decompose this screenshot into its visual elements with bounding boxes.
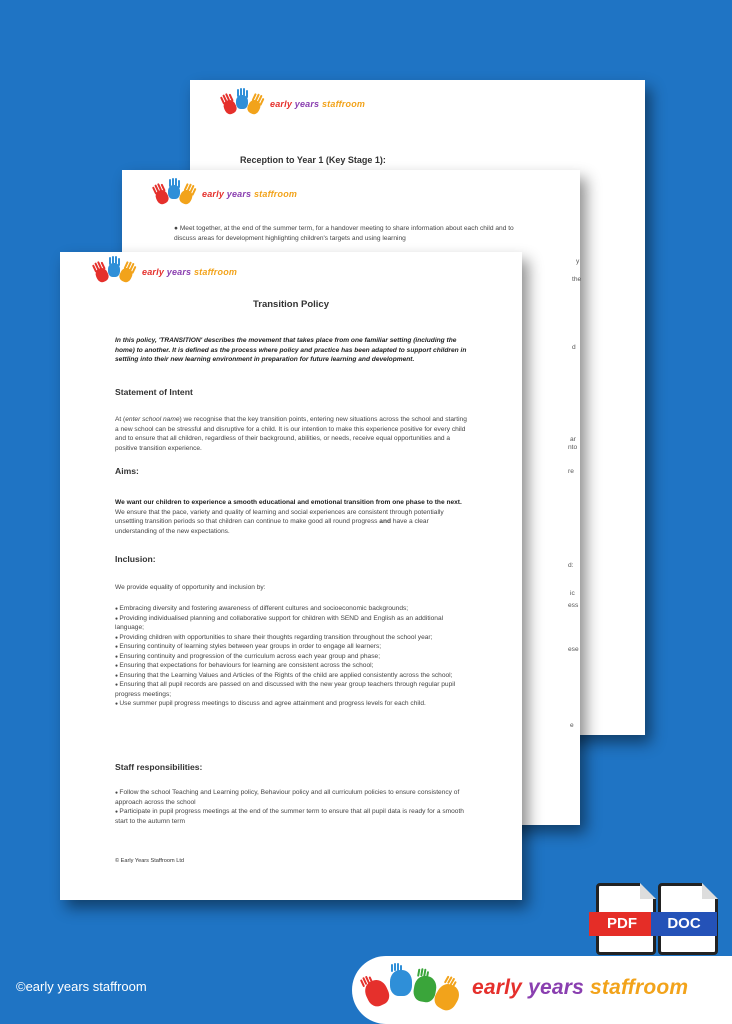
intent-prefix: At ( [115, 416, 126, 423]
text-fragment: ess [568, 602, 579, 609]
brand-word-early: early [142, 267, 165, 277]
footer-brand-logo [352, 956, 732, 1024]
brand-word-years: years [226, 189, 252, 199]
document-footer: © Early Years Staffroom Ltd [115, 858, 185, 864]
school-name-placeholder: enter school name [125, 416, 180, 423]
brand-word-early: early [202, 189, 225, 199]
policy-intro: In this policy, 'TRANSITION' describes the movement that takes place from one familiar setting (including the home) to another. It is defined as the process where policy and practice has been adapted to support children in settling into their new learning environment in preparation for future learning and development. [115, 337, 467, 364]
brand-word-staffroom: staffroom [321, 99, 366, 109]
hands-logo-icon [96, 260, 142, 284]
aims-end: have a clear understanding of the new expectations. [115, 518, 429, 535]
brand-wordmark [142, 267, 237, 277]
footer-wordmark [472, 976, 688, 1000]
copyright-text: ©early years staffroom [16, 979, 147, 994]
staff-list [115, 788, 469, 826]
section-heading-staff: Staff responsibilities: [115, 762, 203, 772]
hands-logo-icon [224, 92, 270, 116]
brand-wordmark [202, 189, 297, 199]
brand-word-staffroom: staffroom [590, 976, 689, 999]
list-item: ● Participate in pupil progress meetings at the end of the summer term to ensure that all pupil data is ready for a smooth start to the autumn term [115, 807, 469, 826]
document-page-front [60, 252, 522, 900]
brand-word-years: years [166, 267, 192, 277]
aims-paragraph [115, 498, 467, 536]
section-heading-aims: Aims: [115, 466, 139, 476]
brand-word-staffroom: staffroom [193, 267, 238, 277]
text-fragment: ese [568, 646, 579, 653]
brand-logo [224, 92, 365, 116]
inclusion-list [115, 604, 469, 709]
section-heading-intent: Statement of Intent [115, 387, 193, 397]
list-item: ● Providing individualised planning and collaborative support for children with SEND and English as an additional language; [115, 614, 469, 633]
doc-file-icon [658, 883, 718, 955]
hands-logo-icon [366, 964, 466, 1016]
brand-word-early: early [472, 976, 523, 999]
brand-logo [156, 182, 297, 206]
text-fragment: d: [568, 562, 574, 569]
brand-logo [96, 260, 237, 284]
brand-word-staffroom: staffroom [253, 189, 298, 199]
text-fragment: d [572, 344, 576, 351]
text-fragment: the [572, 276, 582, 283]
brand-word-years: years [528, 976, 584, 999]
brand-wordmark [270, 99, 365, 109]
list-item: ● Ensuring that the Learning Values and Articles of the Rights of the child are applied consistently across the school; [115, 671, 469, 681]
aims-and: and [379, 518, 392, 526]
list-item: ● Use summer pupil progress meetings to discuss and agree attainment and progress levels for each child. [115, 699, 469, 709]
intent-text: ) we recognise that the key transition points, entering new situations across the school and starting a new school can be stressful and disruptive for a child. It is our intention to make this experience positive for every child and to ensure that all children, regardless of their background, abilities, or needs, receive equal opportunities and a positive transition experience. [115, 416, 467, 452]
brand-word-years: years [294, 99, 320, 109]
aims-text: We ensure that the pace, variety and quality of learning and social experiences are consistent through potentially unsettling transition periods so that children can continue to make good all round progress [115, 508, 444, 526]
text-fragment: e [570, 722, 574, 729]
list-item: ● Ensuring continuity and progression of the curriculum across each year group and phase; [115, 652, 469, 662]
text-fragment: ic [570, 590, 575, 597]
middle-page-bullet: ● Meet together, at the end of the summer term, for a handover meeting to share information about each child and to discuss areas for development highlighting children's targets and using learning [174, 225, 514, 242]
hands-logo-icon [156, 182, 202, 206]
text-fragment: y [576, 258, 580, 265]
brand-word-early: early [270, 99, 293, 109]
list-item: ● Ensuring continuity of learning styles between year groups in order to engage all learners; [115, 642, 469, 652]
doc-label: DOC [651, 912, 717, 936]
pdf-file-icon [596, 883, 656, 955]
aims-lead: We want our children to experience a smooth educational and emotional transition from one phase to the next. [115, 499, 462, 506]
list-item: ● Embracing diversity and fostering awareness of different cultures and socioeconomic backgrounds; [115, 604, 469, 614]
pdf-label: PDF [589, 912, 655, 936]
list-item: ● Ensuring that expectations for behaviours for learning are consistent across the school; [115, 661, 469, 671]
text-fragment: nto [568, 444, 578, 451]
back-page-heading: Reception to Year 1 (Key Stage 1): [240, 155, 386, 165]
list-item: ● Follow the school Teaching and Learning policy, Behaviour policy and all curriculum policies to ensure consistency of approach across the school [115, 788, 469, 807]
list-item: ● Providing children with opportunities to share their thoughts regarding transition throughout the school year; [115, 633, 469, 643]
document-title: Transition Policy [252, 299, 330, 310]
list-item: ● Ensuring that all pupil records are passed on and discussed with the new year group teachers through regular pupil progress meetings; [115, 680, 469, 699]
inclusion-lead: We provide equality of opportunity and inclusion by: [115, 584, 266, 591]
intent-paragraph [115, 415, 471, 453]
text-fragment: re [568, 468, 574, 475]
text-fragment: ar [570, 436, 576, 443]
section-heading-inclusion: Inclusion: [115, 554, 156, 564]
